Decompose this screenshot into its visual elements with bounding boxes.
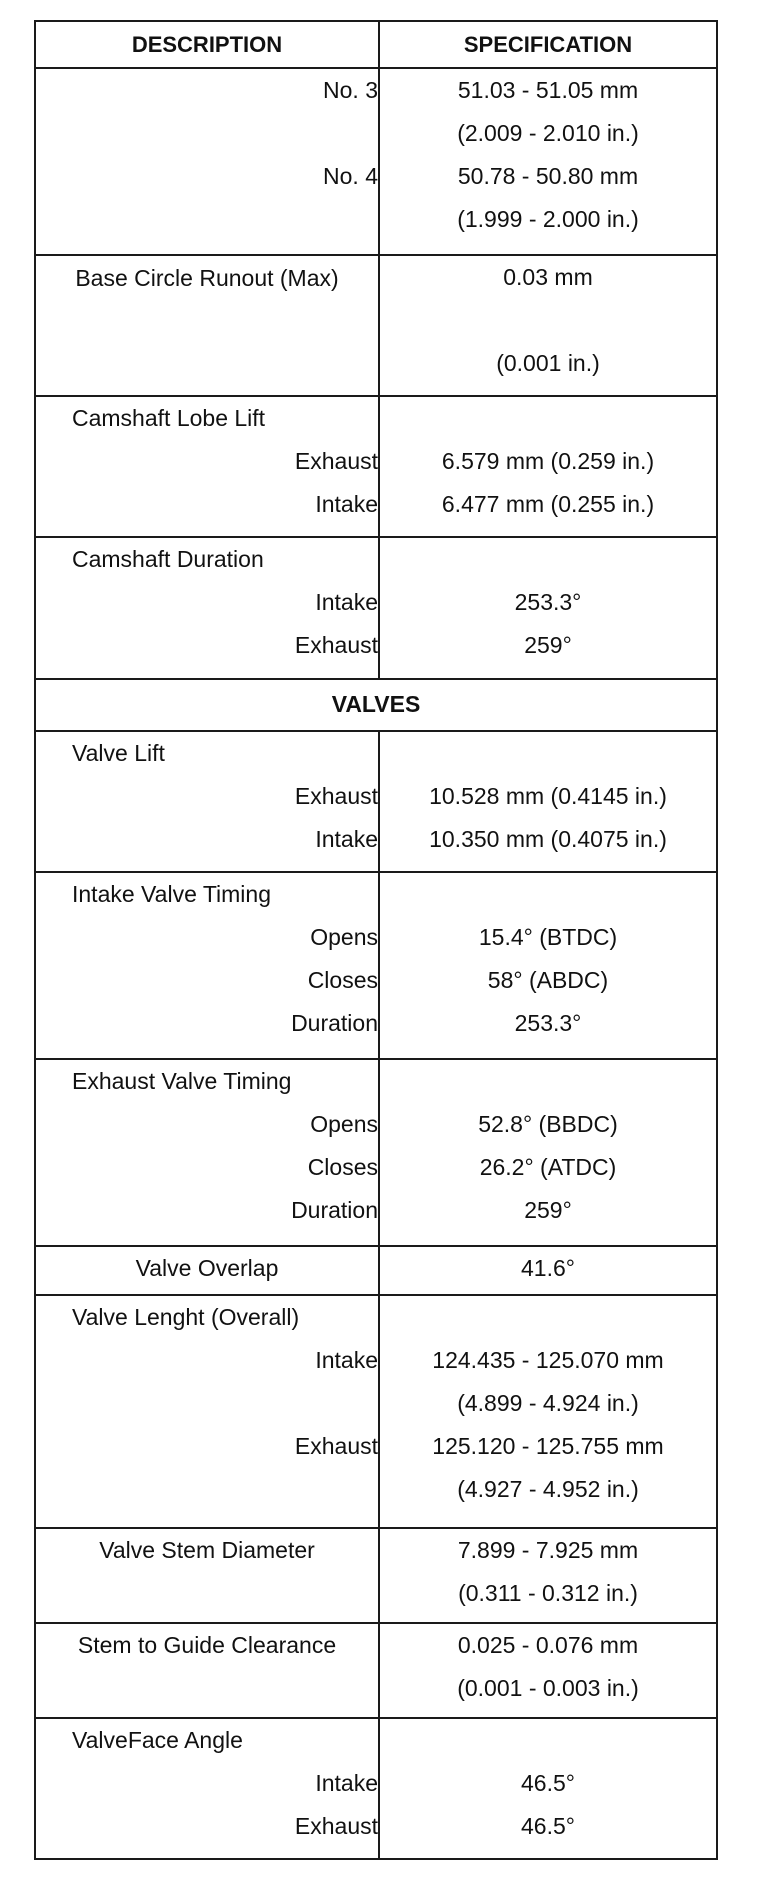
guide-clearance-in: (0.001 - 0.003 in.) — [457, 1675, 639, 1702]
valve-lift-exhaust-label: Exhaust — [294, 782, 378, 809]
stem-diameter-spec-cell — [379, 1528, 717, 1623]
valve-lift-intake-value: 10.350 mm (0.4075 in.) — [429, 825, 667, 852]
face-angle-exhaust-value: 46.5° — [521, 1812, 575, 1839]
intake-timing-desc-cell — [35, 872, 379, 1059]
exhaust-timing-duration-value: 259° — [524, 1196, 572, 1223]
intake-timing-opens-value: 15.4° (BTDC) — [478, 923, 618, 950]
specification-header: SPECIFICATION — [379, 21, 717, 68]
intake-timing-closes-label: Closes — [307, 966, 378, 993]
cam-duration-title: Camshaft Duration — [72, 546, 264, 573]
journal-no3-mm: 51.03 - 51.05 mm — [457, 77, 639, 103]
length-spec-cell — [379, 1295, 717, 1529]
lobe-lift-intake-value: 6.477 mm (0.255 in.) — [441, 491, 655, 518]
intake-timing-duration-label: Duration — [291, 1009, 378, 1036]
cam-duration-desc-cell — [35, 537, 379, 678]
journal-blank-label — [36, 198, 378, 241]
stem-diameter-mm: 7.899 - 7.925 mm — [457, 1537, 639, 1564]
cam-duration-exhaust-label: Exhaust — [294, 632, 378, 659]
lobe-lift-desc-cell — [35, 396, 379, 537]
runout-spec-cell — [379, 255, 717, 396]
length-exhaust-label: Exhaust — [294, 1432, 378, 1459]
exhaust-timing-spec-cell — [379, 1059, 717, 1246]
journal-no3-in: (2.009 - 2.010 in.) — [457, 120, 639, 146]
exhaust-timing-opens-label: Opens — [310, 1110, 378, 1137]
exhaust-timing-row — [35, 1059, 717, 1246]
length-blank-label — [36, 1468, 378, 1511]
journal-no4-label: No. 4 — [323, 163, 378, 189]
stem-diameter-title: Valve Stem Diameter — [99, 1537, 315, 1564]
exhaust-timing-closes-label: Closes — [307, 1153, 378, 1180]
guide-clearance-spec-cell — [379, 1623, 717, 1718]
face-angle-intake-value: 46.5° — [521, 1769, 575, 1796]
intake-timing-opens-label: Opens — [310, 923, 378, 950]
header-row — [35, 21, 717, 68]
length-intake-in: (4.899 - 4.924 in.) — [457, 1389, 639, 1416]
exhaust-timing-title: Exhaust Valve Timing — [72, 1067, 292, 1094]
guide-clearance-desc-cell — [35, 1623, 379, 1718]
face-angle-spec-cell — [379, 1718, 717, 1859]
length-intake-label: Intake — [315, 1346, 378, 1373]
journal-row — [35, 68, 717, 255]
runout-row — [35, 255, 717, 396]
journal-no4-in: (1.999 - 2.000 in.) — [457, 206, 639, 232]
journal-no3-label: No. 3 — [323, 77, 378, 103]
valve-lift-row — [35, 731, 717, 872]
runout-in: (0.001 in.) — [496, 350, 600, 377]
intake-timing-row — [35, 872, 717, 1059]
valves-section-row — [35, 679, 717, 731]
cam-duration-spec-cell — [379, 537, 717, 678]
overlap-desc-cell — [35, 1246, 379, 1294]
stem-diameter-in: (0.311 - 0.312 in.) — [458, 1580, 638, 1607]
length-title: Valve Lenght (Overall) — [72, 1303, 300, 1330]
cam-duration-row — [35, 537, 717, 678]
description-header: DESCRIPTION — [35, 21, 379, 68]
length-desc-cell — [35, 1295, 379, 1529]
stem-diameter-desc-cell — [35, 1528, 379, 1623]
intake-timing-title: Intake Valve Timing — [72, 880, 272, 907]
valve-lift-spec-cell — [379, 731, 717, 872]
specification-table — [34, 20, 718, 1860]
length-blank-label — [36, 1382, 378, 1425]
valve-lift-exhaust-value: 10.528 mm (0.4145 in.) — [429, 782, 667, 809]
length-exhaust-in: (4.927 - 4.952 in.) — [457, 1475, 639, 1502]
journal-blank-label — [36, 112, 378, 155]
face-angle-intake-label: Intake — [315, 1769, 378, 1796]
exhaust-timing-closes-value: 26.2° (ATDC) — [479, 1153, 617, 1180]
overlap-value: 41.6° — [521, 1255, 575, 1282]
journal-desc-cell — [35, 68, 379, 255]
face-angle-title: ValveFace Angle — [72, 1726, 243, 1753]
valves-section-heading: VALVES — [35, 679, 717, 731]
valve-lift-title: Valve Lift — [72, 739, 165, 766]
overlap-title: Valve Overlap — [135, 1255, 279, 1282]
lobe-lift-spec-cell — [379, 396, 717, 537]
valve-lift-desc-cell — [35, 731, 379, 872]
lobe-lift-row — [35, 396, 717, 537]
face-angle-row — [35, 1718, 717, 1859]
lobe-lift-intake-label: Intake — [315, 491, 378, 518]
lobe-lift-title: Camshaft Lobe Lift — [72, 405, 266, 432]
journal-no4-mm: 50.78 - 50.80 mm — [457, 163, 639, 189]
valve-lift-intake-label: Intake — [315, 825, 378, 852]
intake-timing-closes-value: 58° (ABDC) — [487, 966, 609, 993]
journal-spec-cell — [379, 68, 717, 255]
face-angle-exhaust-label: Exhaust — [294, 1812, 378, 1839]
runout-mm: 0.03 mm — [503, 264, 593, 291]
runout-blank — [380, 299, 716, 342]
length-row — [35, 1295, 717, 1529]
overlap-spec-cell — [379, 1246, 717, 1294]
guide-clearance-row — [35, 1623, 717, 1718]
face-angle-desc-cell — [35, 1718, 379, 1859]
guide-clearance-title: Stem to Guide Clearance — [77, 1632, 337, 1659]
exhaust-timing-duration-label: Duration — [291, 1196, 378, 1223]
intake-timing-spec-cell — [379, 872, 717, 1059]
lobe-lift-exhaust-label: Exhaust — [294, 448, 378, 475]
exhaust-timing-opens-value: 52.8° (BBDC) — [478, 1110, 618, 1137]
overlap-row — [35, 1246, 717, 1294]
cam-duration-intake-label: Intake — [315, 589, 378, 616]
guide-clearance-mm: 0.025 - 0.076 mm — [457, 1632, 639, 1659]
runout-desc-cell — [35, 255, 379, 396]
exhaust-timing-desc-cell — [35, 1059, 379, 1246]
length-exhaust-mm: 125.120 - 125.755 mm — [432, 1432, 664, 1459]
lobe-lift-exhaust-value: 6.579 mm (0.259 in.) — [441, 448, 655, 475]
cam-duration-exhaust-value: 259° — [524, 632, 572, 659]
cam-duration-intake-value: 253.3° — [514, 589, 582, 616]
length-intake-mm: 124.435 - 125.070 mm — [432, 1346, 664, 1373]
runout-title: Base Circle Runout (Max) — [75, 265, 339, 292]
stem-diameter-row — [35, 1528, 717, 1623]
intake-timing-duration-value: 253.3° — [514, 1009, 582, 1036]
